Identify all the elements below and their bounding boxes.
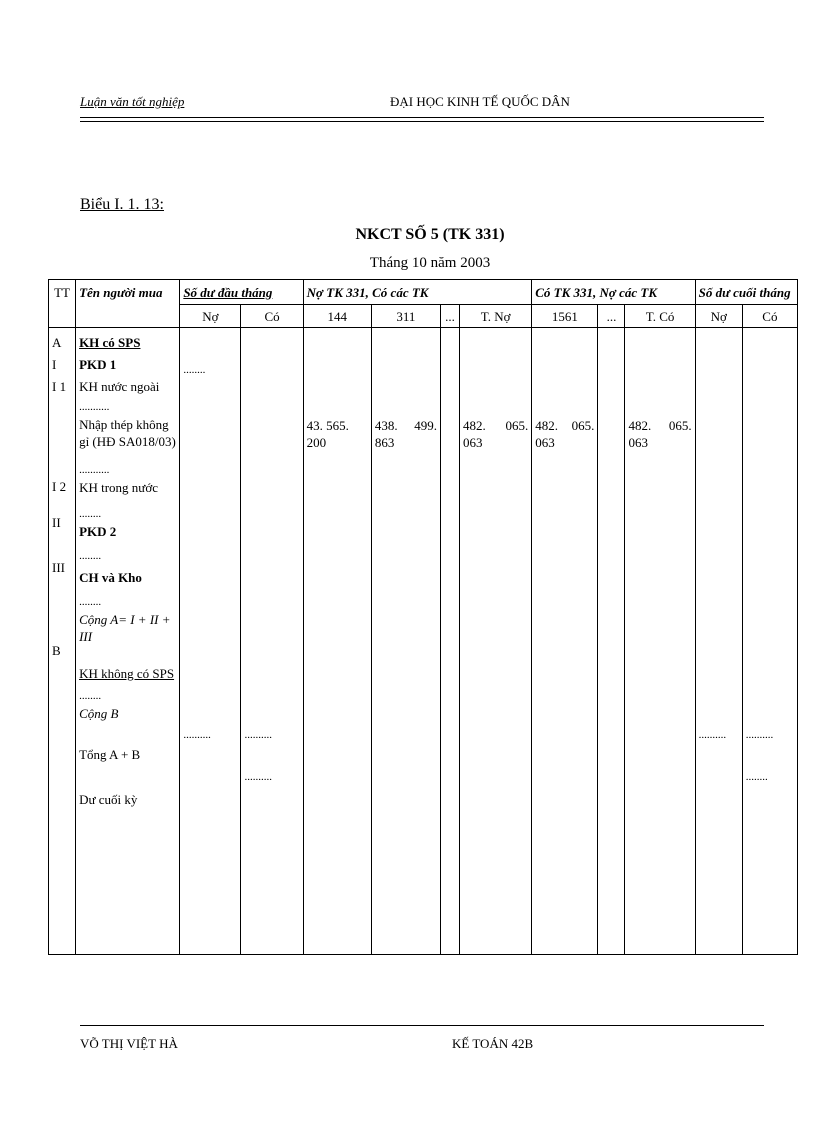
subheader-no-closing: Nợ <box>695 305 742 328</box>
subheader-empty <box>76 305 180 328</box>
header-thesis-label: Luận văn tốt nghiệp <box>80 94 185 109</box>
debit-311-cell <box>371 328 440 955</box>
subheader-1561: 1561 <box>532 305 598 328</box>
name-dots: ........ <box>79 690 102 702</box>
total-debit-cell <box>460 328 532 955</box>
subheader-144: 144 <box>303 305 371 328</box>
subheader-no-opening: Nợ <box>180 305 241 328</box>
name-cell <box>76 328 180 955</box>
value-311: 438. 499. <box>374 418 437 433</box>
name-dots: ........ <box>79 596 102 608</box>
credit-1561-cell <box>532 328 598 955</box>
value-dots: .......... <box>698 729 727 741</box>
tt-cell <box>49 328 76 955</box>
opening-credit-cell <box>241 328 303 955</box>
opening-debit-cell <box>180 328 241 955</box>
col-opening-balance-header: Số dư đầu tháng <box>180 280 303 305</box>
name-cong-b: Cộng B <box>79 706 119 721</box>
document-title: NKCT SỐ 5 (TK 331) <box>355 226 505 243</box>
subheader-empty <box>49 305 76 328</box>
subheader-total-debit: T. Nợ <box>460 305 532 328</box>
value-311-cont: 863 <box>374 435 395 450</box>
subheader-311: 311 <box>371 305 440 328</box>
footer-rule <box>80 1025 764 1026</box>
value-1561-cont: 063 <box>535 435 555 450</box>
subheader-co-closing: Có <box>742 305 797 328</box>
value-dots: .......... <box>244 729 272 741</box>
value-1561: 482. 065. <box>535 418 595 433</box>
name-kh-trong-nuoc: KH trong nước <box>79 480 158 495</box>
col-name-header: Tên người mua <box>76 280 180 305</box>
tt-iii: III <box>52 560 65 575</box>
ledger-table <box>48 279 798 955</box>
name-kh-khong-sps: KH không có SPS <box>79 666 175 681</box>
tt-a: A <box>52 335 62 350</box>
name-du-cuoi-ky: Dư cuối kỳ <box>79 792 138 807</box>
value-144: 43. 565. 200 <box>306 418 349 450</box>
debit-144-cell <box>303 328 371 955</box>
name-ch-kho: CH và Kho <box>79 570 142 585</box>
subheader-total-credit: T. Có <box>625 305 695 328</box>
value-dots: .......... <box>183 729 211 741</box>
name-dots: ........... <box>79 464 110 476</box>
value-total-credit: 482. 065. <box>628 418 692 433</box>
value-dots: ........ <box>745 771 768 783</box>
name-dots: ........... <box>79 401 110 413</box>
col-debit-331-header: Nợ TK 331, Có các TK <box>303 280 532 305</box>
header-rule-double <box>80 121 764 122</box>
table-body-row <box>49 328 798 955</box>
value-total-debit-cont: 063 <box>463 435 483 450</box>
subheader-ellipsis: ... <box>441 305 460 328</box>
col-tt-header: TT <box>49 280 76 305</box>
value-dots: ........ <box>183 364 206 376</box>
name-dots: ........ <box>79 550 102 562</box>
tt-ii: II <box>52 515 61 530</box>
name-nhap-thep: Nhập thép không gỉ (HĐ SA018/03) <box>79 417 176 449</box>
table-header-row <box>49 280 798 305</box>
value-dots: .......... <box>244 771 272 783</box>
total-credit-cell <box>625 328 695 955</box>
value-total-debit: 482. 065. <box>463 418 529 433</box>
value-total-credit-cont: 063 <box>628 435 648 450</box>
col-closing-balance-header: Số dư cuối tháng <box>695 280 797 305</box>
tt-i: I <box>52 357 57 372</box>
name-dots: ........ <box>79 508 102 520</box>
table-subheader-row <box>49 305 798 328</box>
name-pkd1: PKD 1 <box>79 357 117 372</box>
header-rule <box>80 117 764 118</box>
credit-ellipsis-cell <box>598 328 625 955</box>
value-dots: .......... <box>745 729 774 741</box>
name-kh-nuoc-ngoai: KH nước ngoài <box>79 379 160 394</box>
form-label: Biểu I. 1. 13: <box>80 196 164 213</box>
name-tong-ab: Tổng A + B <box>79 747 141 762</box>
footer-class: KẾ TOÁN 42B <box>452 1036 534 1051</box>
name-kh-co-sps: KH có SPS <box>79 335 141 350</box>
name-cong-a: Cộng A= I + II + III <box>79 612 171 644</box>
tt-i1: I 1 <box>52 379 67 394</box>
header-university: ĐẠI HỌC KINH TẾ QUỐC DÂN <box>390 94 570 109</box>
closing-credit-cell <box>742 328 797 955</box>
col-credit-331-header: Có TK 331, Nợ các TK <box>532 280 695 305</box>
debit-ellipsis-cell <box>441 328 460 955</box>
footer-author: VÕ THỊ VIỆT HÀ <box>80 1036 178 1051</box>
subheader-ellipsis: ... <box>598 305 625 328</box>
name-pkd2: PKD 2 <box>79 524 117 539</box>
subheader-co-opening: Có <box>241 305 303 328</box>
document-subtitle: Tháng 10 năm 2003 <box>369 255 491 271</box>
tt-b: B <box>52 643 61 658</box>
tt-i2: I 2 <box>52 479 67 494</box>
closing-debit-cell <box>695 328 742 955</box>
